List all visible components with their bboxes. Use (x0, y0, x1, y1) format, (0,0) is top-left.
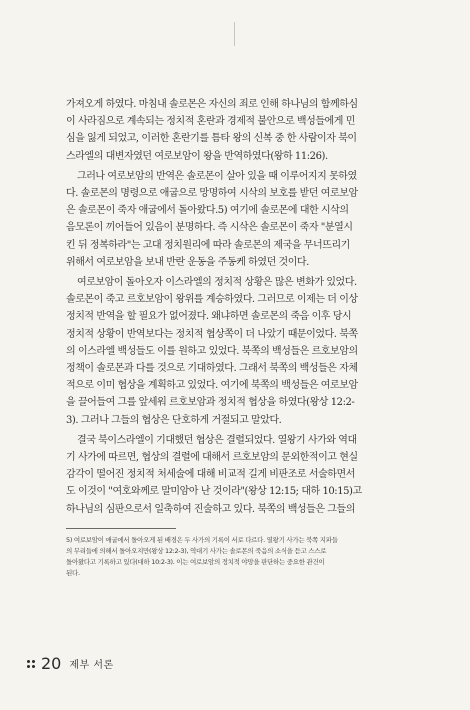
text-line: 스라엘의 대변자였던 여로보암이 왕을 반역하였다(왕하 11:26). (66, 150, 328, 162)
footnote-divider (66, 528, 176, 529)
paragraph-4 (66, 432, 406, 518)
text-line: 을 끌어들여 그를 앞세워 르호보암과 정치적 협상을 하였다(왕상 12:2- (66, 397, 355, 409)
text-line: 다. 솔로몬의 명령으로 애굽으로 망명하여 시삭의 보호를 받던 여로보암 (66, 188, 358, 200)
text-line: 감각이 떨어진 정치적 처세술에 대해 비교적 길게 비판조로 서술하면서 (66, 469, 355, 481)
running-footer-title: 제부 서론 (69, 660, 114, 671)
footnote-line: 돌아왔다고 기록하고 있다(대하 10:2-3). 이는 여로보암의 정치적 야망을 판단하는 중요한 관건이 (66, 557, 325, 566)
body-text (66, 96, 406, 518)
text-line: 도 이것이 "여호와께로 말미암아 난 것이라"(왕상 12:15; 대하 10:15)고 (66, 486, 362, 498)
footnote-line: 된다. (66, 568, 80, 577)
text-line: 정책이 솔로몬과 다를 것으로 기대하였다. 그래서 북쪽의 백성들은 자체 (66, 363, 358, 375)
text-line: 심을 잃게 되었고, 이러한 혼란기를 틈타 왕의 신복 중 한 사람이자 북이 (66, 133, 357, 145)
text-line: 위해서 여로보암을 보내 반란 운동을 주동케 하였던 것이다. (66, 256, 309, 268)
text-line: 기 사가에 따르면, 협상의 결렬에 대해서 르호보암의 문외한적이고 현실 (66, 452, 358, 464)
text-line: 여로보암이 돌아오자 이스라엘의 정치적 상황은 많은 변화가 있었다. (77, 277, 357, 289)
text-line: 은 솔로몬이 죽자 애굽에서 돌아왔다.5) 여기에 솔로몬에 대한 시삭의 (66, 205, 349, 217)
text-line: 그러나 여로보암의 반역은 솔로몬이 살아 있을 때 이루어지지 못하였 (77, 170, 357, 182)
text-line: 킨 뒤 정복하라"는 고대 정치원리에 따라 솔로몬의 제국을 무너뜨리기 (66, 239, 350, 251)
bullet-dots-icon (27, 660, 35, 668)
text-line: 의 이스라엘 백성들도 이를 원하고 있었다. 북쪽의 백성들은 르호보암의 (66, 345, 358, 357)
paragraph-3 (66, 274, 406, 429)
text-line: 음모론이 끼어들어 있음이 분명하다. 즉 시삭은 솔로몬이 죽자 "분열시 (66, 222, 353, 234)
text-line: 결국 북이스라엘이 기대했던 협상은 결렬되었다. 열왕기 사가와 역대 (77, 434, 357, 446)
paragraph-1 (66, 96, 406, 165)
text-line: 정치적 상황이 반역보다는 정치적 협상쪽이 더 나았기 때문이었다. 북쪽 (66, 328, 358, 340)
text-line: 3). 그러나 그들의 협상은 단호하게 거절되고 말았다. (66, 414, 282, 426)
text-line: 이 사라짐으로 계속되는 정치적 혼란과 경제적 불안으로 백성들에게 민 (66, 116, 355, 128)
text-line: 적으로 이미 협상을 계획하고 있었다. 여기에 북쪽의 백성들은 여로보암 (66, 380, 358, 392)
top-crop-mark (234, 22, 235, 46)
paragraph-2 (66, 168, 406, 271)
page-number: 20 (41, 654, 62, 673)
footnote (66, 535, 406, 579)
text-line: 정치적 반역을 할 필요가 없어졌다. 왜냐하면 솔로몬의 죽음 이후 당시 (66, 311, 352, 323)
page-footer (27, 654, 114, 673)
text-line: 가져오게 하였다. 마침내 솔로몬은 자신의 죄로 인해 하나님의 함께하심 (66, 99, 358, 110)
text-line: 솔로몬이 죽고 르호보암이 왕위를 계승하였다. 그러므로 이제는 더 이상 (66, 294, 358, 306)
page-content (66, 96, 406, 579)
text-line: 하나님의 심판으로서 일축하여 진술하고 있다. 북쪽의 백성들은 그들의 (66, 503, 355, 515)
footnote-line: 의 무리들에 의해서 돌아오지만(왕상 12:2-3), 역대기 사가는 솔로몬의 죽음의 소식을 듣고 스스로 (66, 546, 327, 555)
footnote-line: 5) 여로보암이 애굽에서 돌아오게 된 배경은 두 사가의 기록이 서로 다르다. 열왕기 사가는 북쪽 지파들 (66, 535, 338, 544)
